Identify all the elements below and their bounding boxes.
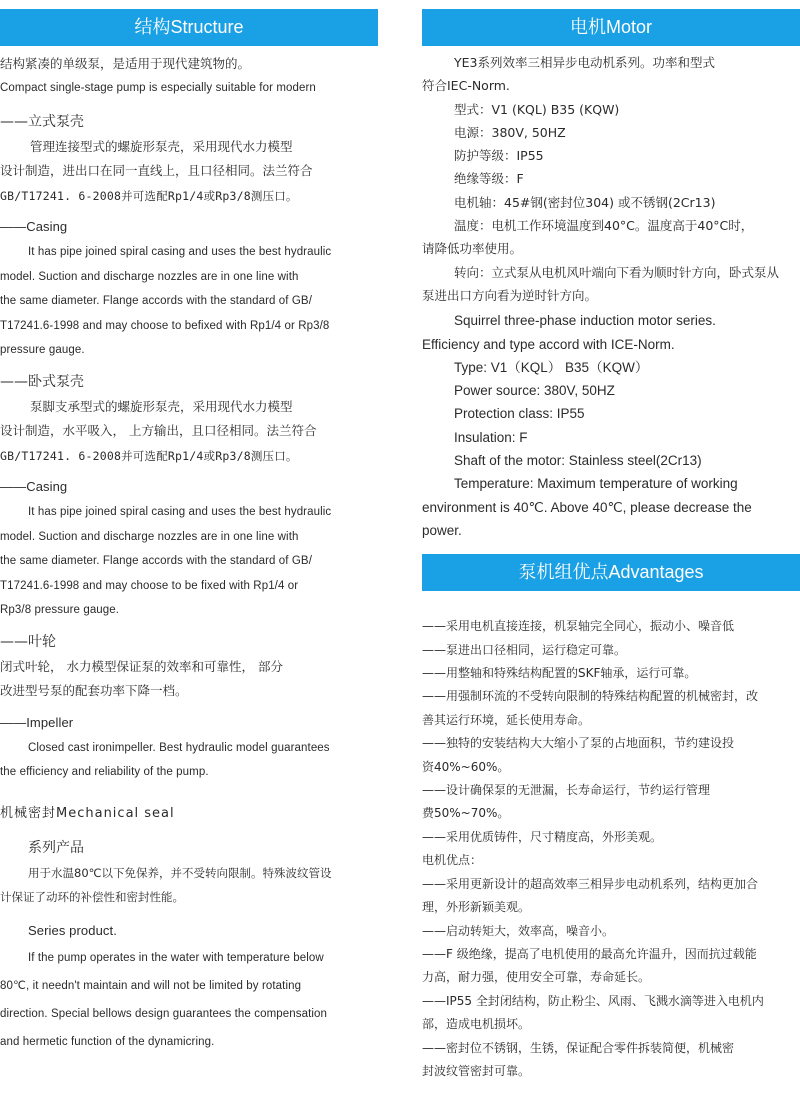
paragraph-line: It has pipe joined spiral casing and uses the best hydraulic [28,246,332,258]
paragraph-line: Rp3/8 pressure gauge. [0,604,120,616]
impeller-en-heading: ——Impeller [0,714,74,730]
motor-en-line: Power source: 380V, 50HZ [454,383,615,399]
motor-cn-line: YE3系列效率三相异步电动机系列。功率和型式 [454,55,715,70]
paragraph-line: Closed cast ironimpeller. Best hydraulic model guarantees [28,741,330,754]
paragraph-line: 设计制造，进出口在同一直线上，且口径相同。法兰符合 [0,163,313,178]
motor-cn-line: 型式：V1 (KQL) B35 (KQW) [454,101,620,117]
advantage-line: ——设计确保泵的无泄漏，长寿命运行，节约运行管理 [422,783,711,798]
advantage-line: ——IP55 全封闭结构，防止粉尘、风雨、飞溅水滴等进入电机内 [422,993,764,1008]
left-column [0,0,378,1056]
motor-en-line: Protection class: IP55 [454,406,585,422]
motor-cn-line: 转向：立式泵从电机风叶端向下看为顺时针方向，卧式泵从 [454,264,780,280]
paragraph-line: pressure gauge. [0,344,85,356]
intro-en: Compact single-stage pump is especially suitable for modern [0,82,316,94]
paragraph-line: the efficiency and reliability of the pump. [0,766,209,778]
advantages-list [422,615,800,1083]
paragraph-line: and hermetic function of the dynamicring. [0,1035,215,1048]
advantage-line: ——启动转矩大，效率高，噪音小。 [422,923,615,938]
paragraph-line: 计保证了动环的补偿性和密封性能。 [0,890,184,904]
motor-en-line: Shaft of the motor: Stainless steel(2Cr13) [454,453,702,469]
casing-heading-1: ——Casing [0,219,68,234]
motor-en-line: Squirrel three-phase induction motor series. [454,313,716,329]
paragraph-line: GB/T17241. 6-2008并可选配Rp1/4或Rp3/8测压口。 [0,448,298,463]
advantage-line: ——F 级绝缘，提高了电机使用的最高允许温升，因而抗过载能 [422,946,757,961]
motor-cn-line: 绝缘等级：F [454,171,524,187]
motor-en-line: Type: V1（KQL） B35（KQW） [454,359,649,375]
paragraph-line: T17241.6-1998 and may choose to befixed with Rp1/4 or Rp3/8 [0,319,330,332]
advantage-line: ——采用电机直接连接，机泵轴完全同心，振动小、噪音低 [422,619,735,634]
motor-cn-line: 温度：电机工作环境温度到40°C。温度高于40°C时， [454,218,754,234]
advantage-line: ——采用更新设计的超高效率三相异步电动机系列，结构更加合 [422,876,759,891]
paragraph-line: 泵脚支承型式的螺旋形泵壳，采用现代水力模型 [30,398,293,414]
advantage-line: ——用整轴和特殊结构配置的SKF轴承，运行可靠。 [422,666,697,681]
advantage-line: ——独特的安装结构大大缩小了泵的占地面积，节约建设投 [422,736,735,751]
advantage-line: 资40%~60%。 [422,759,510,774]
motor-cn-line: 电机轴：45#钢(密封位304) 或不锈钢(2Cr13) [454,194,716,210]
advantage-line: ——采用优质铸件，尺寸精度高，外形美观。 [422,829,663,844]
motor-cn-line: 防护等级：IP55 [454,148,544,164]
paragraph-line: GB/T17241. 6-2008并可选配Rp1/4或Rp3/8测压口。 [0,188,298,203]
series-cn-heading: 系列产品 [28,839,84,856]
paragraph-line: 设计制造，水平吸入， 上方输出，且口径相同。法兰符合 [0,423,317,438]
motor-en [422,309,800,542]
paragraph-line: the same diameter. Flange accords with the standard of GB/ [0,295,312,307]
paragraph-line: 闭式叶轮， 水力模型保证泵的效率和可靠性， 部分 [0,658,283,674]
motor-en-line: environment is 40℃. Above 40℃, please decrease the [422,499,752,515]
advantage-line: 善其运行环境，延长使用寿命。 [422,712,591,727]
motor-cn-line: 电源：380V, 50HZ [454,124,566,140]
series-cn [0,861,378,910]
paragraph-line: 80℃, it needn't maintain and will not be limited by rotating [0,979,302,992]
motor-banner: 电机Motor [422,9,800,46]
casing-en-2 [0,500,378,623]
motor-en-line: Insulation: F [454,429,528,445]
casing-en-1 [0,240,378,363]
impeller-en [0,736,378,785]
advantage-line: ——密封位不锈钢，生锈，保证配合零件拆装简便，机械密 [422,1040,735,1055]
series-en-heading: Series product. [28,922,117,938]
motor-cn [422,51,800,307]
advantage-line: 力高，耐力强，使用安全可靠，寿命延长。 [422,970,651,985]
advantage-line: 费50%~70%。 [422,806,510,821]
paragraph-line: 改进型号泵的配套功率下降一档。 [0,683,188,698]
advantage-line: 理，外形新颖美观。 [422,900,531,915]
paragraph-line: T17241.6-1998 and may choose to be fixed with Rp1/4 or [0,579,299,592]
paragraph-line: model. Suction and discharge nozzles are in one line with [0,530,299,543]
motor-cn-line: 泵进出口方向看为逆时针方向。 [422,287,598,303]
paragraph-line: 用于水温80℃以下免保养，并不受转向限制。特殊波纹管设 [28,865,332,880]
advantage-line: ——用强制环流的不受转向限制的特殊结构配置的机械密封，改 [422,689,759,704]
motor-en-line: Temperature: Maximum temperature of working [454,476,738,492]
series-en [0,944,378,1056]
structure-banner: 结构Structure [0,9,378,46]
horizontal-casing-cn [0,395,378,469]
paragraph-line: direction. Special bellows design guarantees the compensation [0,1007,328,1020]
motor-en-line: power. [422,522,462,538]
advantage-line: 封波纹管密封可靠。 [422,1063,531,1078]
paragraph-line: model. Suction and discharge nozzles are in one line with [0,270,299,283]
intro-cn: 结构紧凑的单级泵，是适用于现代建筑物的。 [0,56,251,71]
advantages-banner: 泵机组优点Advantages [422,554,800,591]
right-column [422,0,800,1083]
motor-en-line: Efficiency and type accord with ICE-Norm. [422,336,675,352]
motor-cn-line: 请降低功率使用。 [422,241,523,257]
casing-heading-2: ——Casing [0,479,68,494]
vertical-casing-cn [0,135,378,209]
paragraph-line: If the pump operates in the water with temperature below [28,951,324,964]
motor-cn-line: 符合IEC-Norm. [422,78,510,94]
paragraph-line: 管理连接型式的螺旋形泵壳，采用现代水力模型 [30,138,293,154]
motor-advantages-heading: 电机优点： [422,853,483,868]
horizontal-casing-heading: ——卧式泵壳 [0,373,84,390]
paragraph-line: the same diameter. Flange accords with the standard of GB/ [0,555,312,567]
impeller-cn [0,655,378,704]
mechanical-seal-heading: 机械密封Mechanical seal [0,805,175,821]
paragraph-line: It has pipe joined spiral casing and uses the best hydraulic [28,506,332,518]
impeller-cn-heading: ——叶轮 [0,633,56,650]
advantage-line: ——泵进出口径相同，运行稳定可靠。 [422,642,627,657]
advantage-line: 部，造成电机损坏。 [422,1017,531,1032]
vertical-casing-heading: ——立式泵壳 [0,113,84,130]
